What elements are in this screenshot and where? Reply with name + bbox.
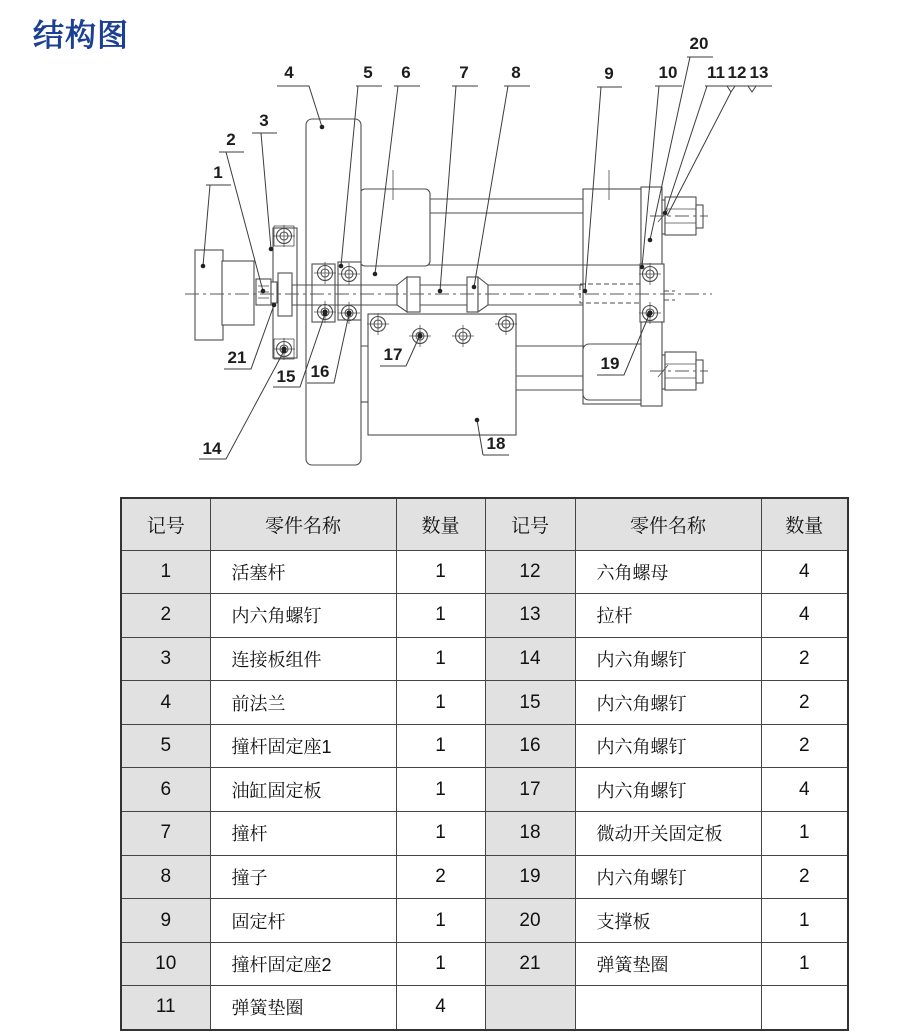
part-no-cell: 19 (485, 855, 575, 899)
cylinder-head-block (360, 189, 430, 266)
qty-cell: 2 (761, 681, 848, 725)
callout-label-1: 1 (213, 163, 223, 182)
part-no-cell: 5 (121, 724, 210, 768)
qty-cell: 2 (761, 855, 848, 899)
page-title: 结构图 (33, 18, 129, 53)
callout-label-19: 19 (600, 354, 620, 373)
table-row (121, 812, 848, 856)
part-no-cell (485, 986, 575, 1030)
part-no-cell: 20 (485, 899, 575, 943)
part-name-cell: 撞杆固定座1 (210, 724, 396, 768)
callout-label-14: 14 (202, 439, 222, 458)
part-no-cell: 9 (121, 899, 210, 943)
callout-label-18: 18 (486, 434, 506, 453)
hex-nuts (658, 197, 703, 390)
tie-rods (430, 199, 583, 213)
callout-label-6: 6 (401, 63, 411, 82)
part-name-cell: 撞杆固定座2 (210, 942, 396, 986)
qty-cell: 1 (396, 812, 485, 856)
parts-table-header (121, 498, 848, 550)
table-row (121, 768, 848, 812)
part-no-cell: 2 (121, 594, 210, 638)
qty-cell: 1 (396, 637, 485, 681)
qty-cell: 1 (761, 942, 848, 986)
part-no-cell: 3 (121, 637, 210, 681)
qty-cell: 2 (761, 724, 848, 768)
part-name-cell: 六角螺母 (575, 550, 761, 594)
callout-label-9: 9 (604, 64, 614, 83)
qty-cell: 1 (396, 681, 485, 725)
callout-label-13: 13 (749, 63, 769, 82)
part-name-cell: 内六角螺钉 (210, 594, 396, 638)
callout-label-7: 7 (459, 63, 469, 82)
callout-label-12: 12 (727, 63, 747, 82)
callout-label-20: 20 (689, 34, 709, 53)
part-no-cell: 15 (485, 681, 575, 725)
callout-label-5: 5 (363, 63, 373, 82)
qty-cell: 1 (761, 812, 848, 856)
callout-label-2: 2 (226, 130, 236, 149)
part-name-cell: 内六角螺钉 (575, 681, 761, 725)
header-cell: 零件名称 (210, 498, 396, 550)
part-name-cell: 微动开关固定板 (575, 812, 761, 856)
table-row (121, 637, 848, 681)
part-name-cell: 内六角螺钉 (575, 724, 761, 768)
qty-cell: 2 (396, 855, 485, 899)
header-cell: 数量 (396, 498, 485, 550)
part-no-cell: 17 (485, 768, 575, 812)
qty-cell: 1 (396, 942, 485, 986)
callout-label-4: 4 (284, 63, 294, 82)
qty-cell: 1 (761, 899, 848, 943)
table-row (121, 986, 848, 1030)
header-cell: 数量 (761, 498, 848, 550)
qty-cell: 4 (761, 594, 848, 638)
callout-label-17: 17 (383, 345, 403, 364)
part-no-cell: 13 (485, 594, 575, 638)
callout-label-3: 3 (259, 111, 269, 130)
qty-cell: 4 (761, 550, 848, 594)
part-name-cell: 支撑板 (575, 899, 761, 943)
part-name-cell: 内六角螺钉 (575, 855, 761, 899)
structure-diagram (0, 0, 900, 488)
part-no-cell: 18 (485, 812, 575, 856)
table-row (121, 855, 848, 899)
table-row (121, 724, 848, 768)
qty-cell: 4 (396, 986, 485, 1030)
table-row (121, 594, 848, 638)
part-no-cell: 21 (485, 942, 575, 986)
qty-cell: 4 (761, 768, 848, 812)
table-row (121, 550, 848, 594)
part-name-cell: 固定杆 (210, 899, 396, 943)
part-no-cell: 14 (485, 637, 575, 681)
part-no-cell: 16 (485, 724, 575, 768)
part-name-cell: 弹簧垫圈 (210, 986, 396, 1030)
callout-label-21: 21 (227, 348, 247, 367)
qty-cell: 1 (396, 594, 485, 638)
callout-label-16: 16 (310, 362, 330, 381)
part-no-cell: 6 (121, 768, 210, 812)
part-no-cell: 8 (121, 855, 210, 899)
part-name-cell: 撞子 (210, 855, 396, 899)
part-no-cell: 11 (121, 986, 210, 1030)
part-no-cell: 7 (121, 812, 210, 856)
qty-cell: 1 (396, 899, 485, 943)
qty-cell (761, 986, 848, 1030)
part-name-cell: 内六角螺钉 (575, 768, 761, 812)
callout-label-10: 10 (658, 63, 678, 82)
parts-table (120, 497, 849, 1031)
table-row (121, 681, 848, 725)
part-name-cell: 油缸固定板 (210, 768, 396, 812)
header-cell: 记号 (121, 498, 210, 550)
table-row (121, 942, 848, 986)
header-cell: 记号 (485, 498, 575, 550)
piston-rod-end (195, 250, 277, 340)
qty-cell: 1 (396, 768, 485, 812)
qty-cell: 1 (396, 550, 485, 594)
switch-plate (361, 314, 583, 435)
part-name-cell: 撞杆 (210, 812, 396, 856)
qty-cell: 1 (396, 724, 485, 768)
table-row (121, 899, 848, 943)
header-cell: 零件名称 (575, 498, 761, 550)
callout-label-11: 11 (707, 63, 725, 82)
part-no-cell: 12 (485, 550, 575, 594)
part-name-cell: 拉杆 (575, 594, 761, 638)
part-name-cell: 内六角螺钉 (575, 637, 761, 681)
part-no-cell: 10 (121, 942, 210, 986)
part-name-cell: 连接板组件 (210, 637, 396, 681)
part-no-cell: 4 (121, 681, 210, 725)
callout-label-8: 8 (511, 63, 521, 82)
qty-cell: 2 (761, 637, 848, 681)
part-name-cell: 活塞杆 (210, 550, 396, 594)
part-name-cell (575, 986, 761, 1030)
part-no-cell: 1 (121, 550, 210, 594)
part-name-cell: 前法兰 (210, 681, 396, 725)
part-name-cell: 弹簧垫圈 (575, 942, 761, 986)
callout-label-15: 15 (276, 367, 296, 386)
